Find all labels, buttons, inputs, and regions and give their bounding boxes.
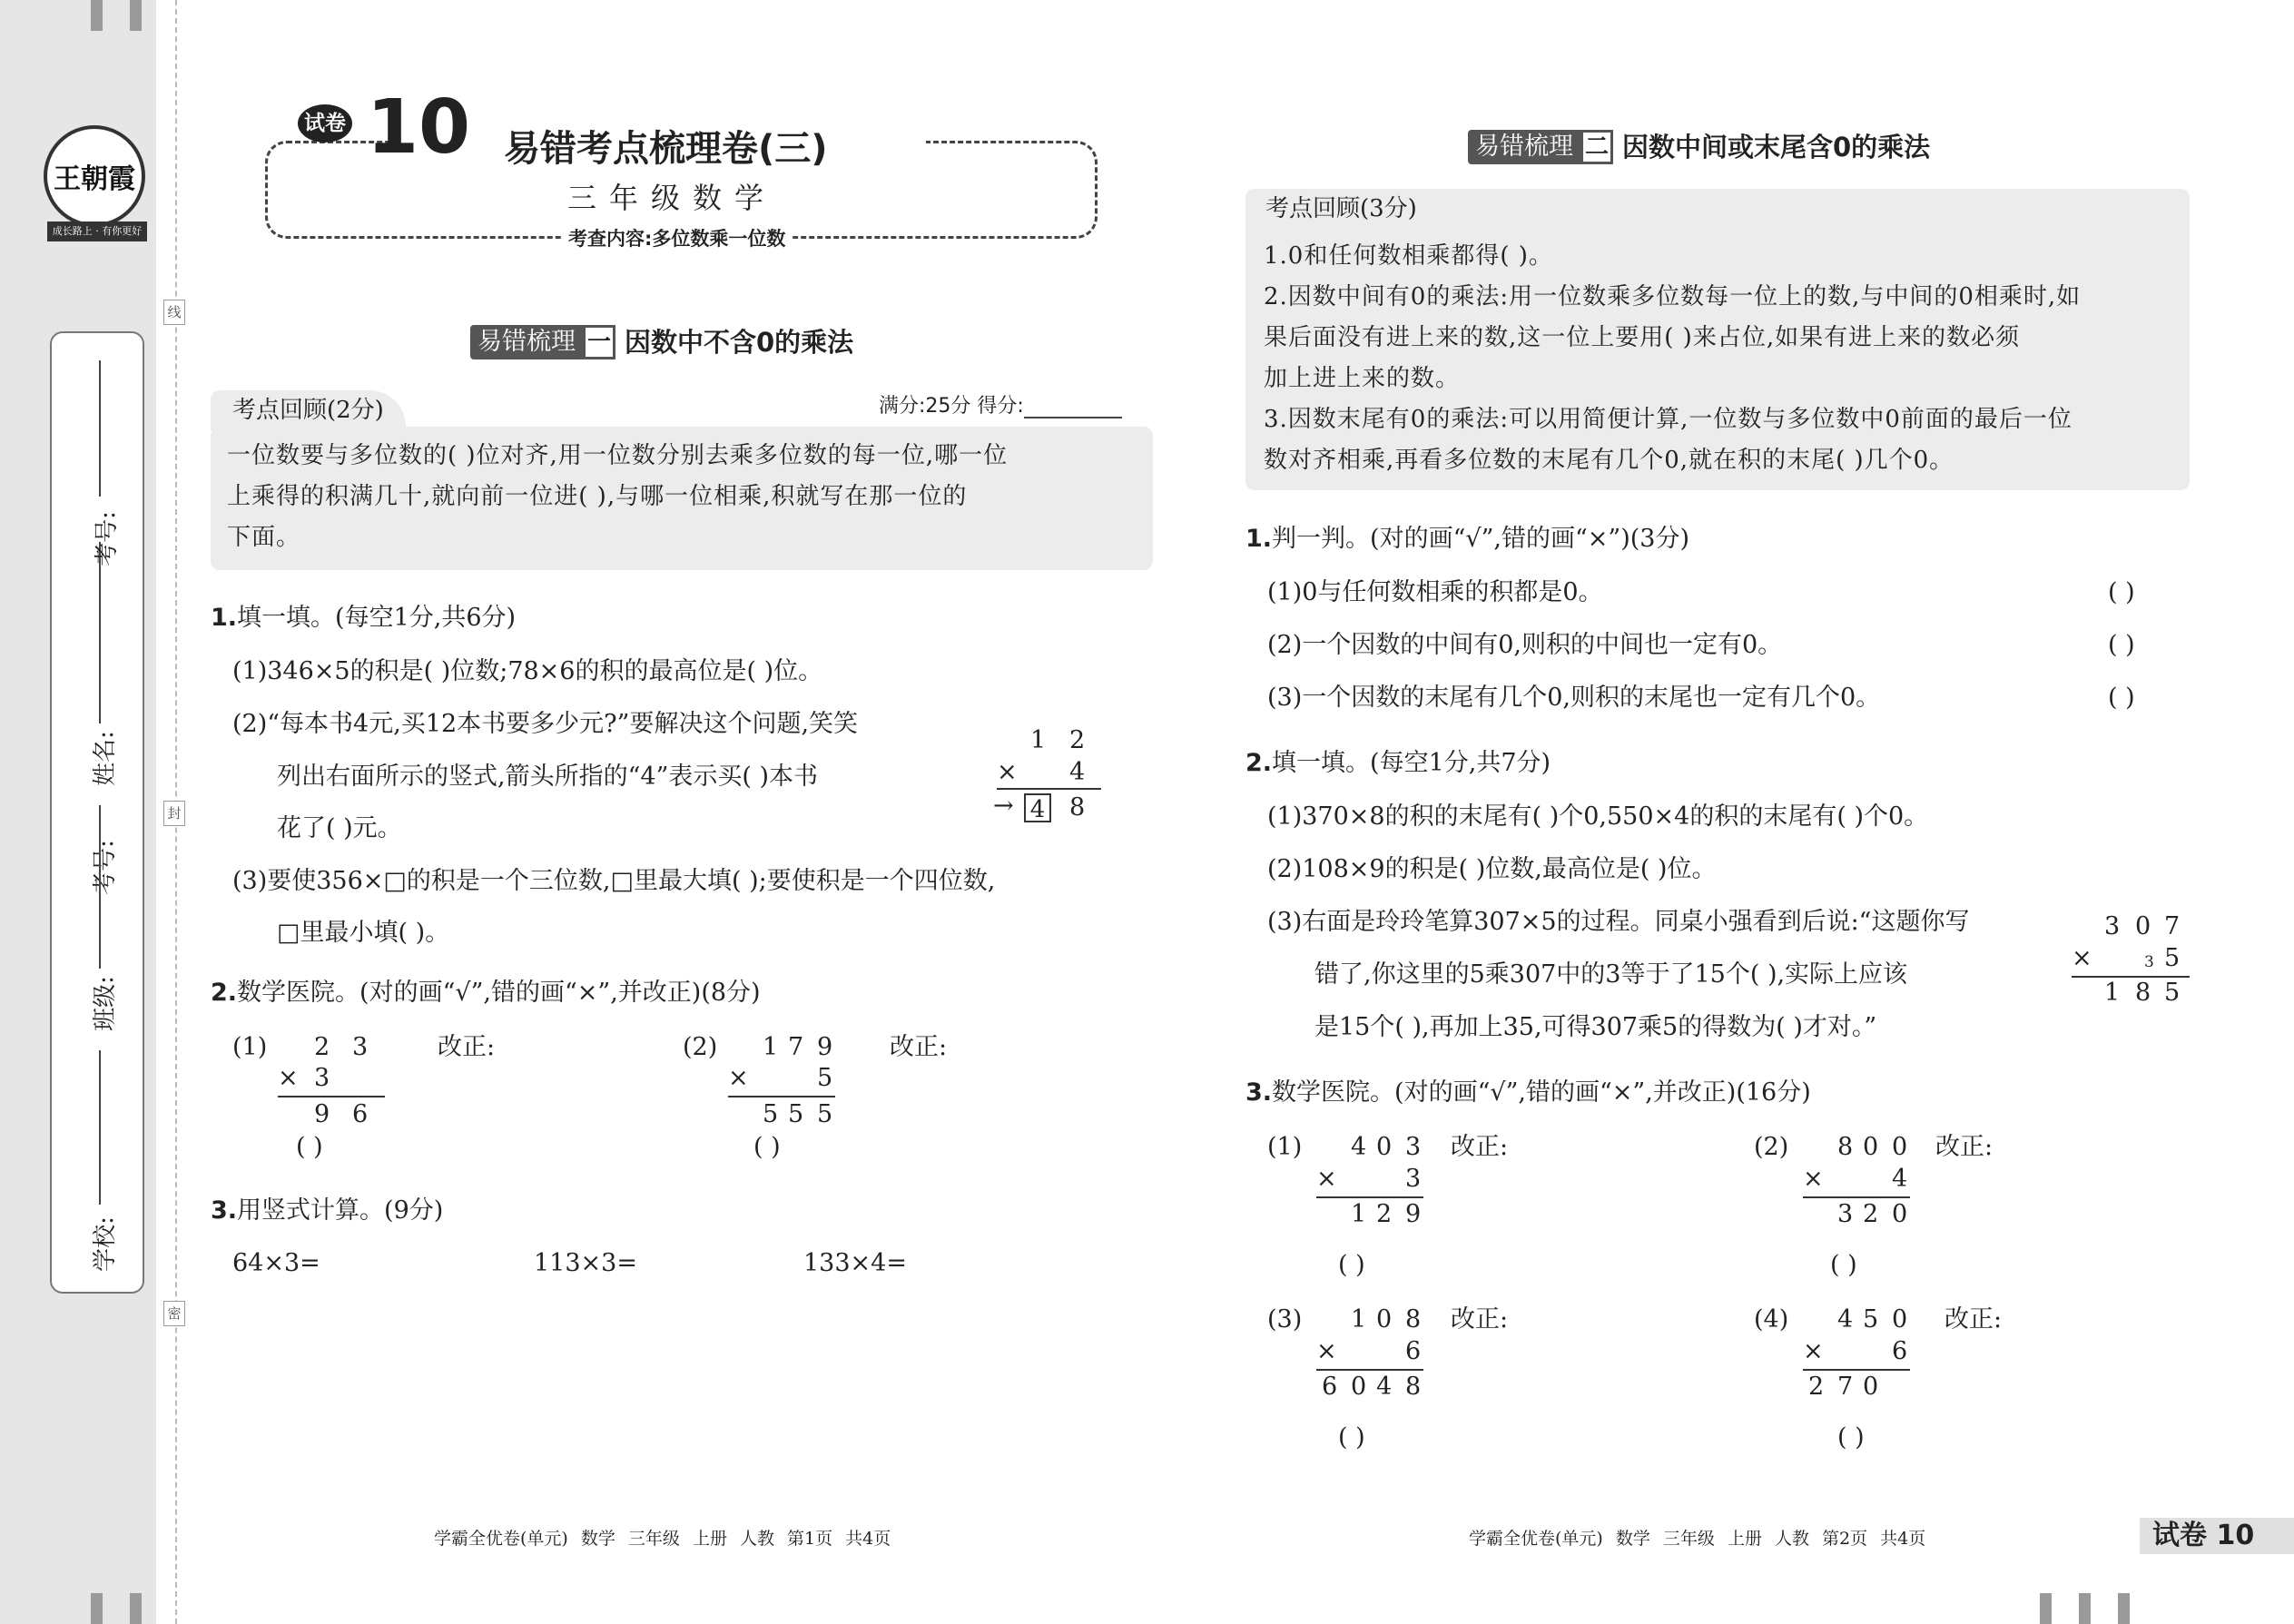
answer-paren[interactable]: ( ) [296,1133,323,1161]
calc-digit: 7 [2164,912,2181,940]
section-number: 一 [583,325,615,359]
calc-digit: 9 [817,1033,833,1061]
calc-rule [1316,1196,1423,1198]
calc-rule [997,788,1101,790]
section-title-1 [470,325,853,359]
question-3-title: 3.用竖式计算。(9分) [211,1196,444,1225]
calc-digit: 4 [1069,758,1086,786]
question-1-title: 1.填一填。(每空1分,共6分) [211,604,517,632]
review-line: 果后面没有进上来的数,这一位上要用( )来占位,如果有进上来的数必须 [1264,324,2021,351]
times-sign: × [1803,1337,1824,1365]
q-r2-item-3-cont: 错了,你这里的5乘307中的3等于了15个( ),实际上应该 [1314,960,1908,989]
calc-digit: 5 [2164,979,2181,1007]
calc-digit: 2 [314,1033,330,1061]
q-r3-item-2-label: (2) [1754,1133,1789,1161]
correction-label: 改正: [1451,1305,1509,1334]
exam-content: 考查内容:多位数乘一位数 [563,224,791,251]
review-box [211,427,1153,570]
calc-digit: 8 [1405,1305,1422,1334]
calc-digit: 2 [1376,1200,1393,1228]
calc-digit: 0 [1376,1305,1393,1334]
judge-item: (3)一个因数的末尾有几个0,则积的末尾也一定有几个0。 [1267,684,1881,712]
calc-digit: 8 [1405,1373,1422,1401]
calc-digit: 0 [1892,1200,1908,1228]
q2-item-2-label: (2) [683,1033,718,1061]
calc-digit: 3 [352,1033,369,1061]
calc-rule [2072,976,2190,978]
calc-digit: 3 [314,1064,330,1092]
paper-title: 易错考点梳理卷(三) [504,128,828,170]
class-field[interactable] [99,805,101,969]
times-sign: × [1803,1165,1824,1193]
calc-problem: 64×3= [232,1249,320,1277]
calc-digit: 0 [1892,1133,1908,1161]
q1-item-3: (3)要使356×□的积是一个三位数,□里最大填( );要使积是一个四位数, [232,867,996,895]
review-line: 3.因数末尾有0的乘法:可以用简便计算,一位数与多位数中0前面的最后一位 [1264,406,2072,433]
q1-item-2-cont: 列出右面所示的竖式,箭头所指的“4”表示买( )本书 [277,763,819,791]
student-id-label-vertical: 考号: [93,511,121,566]
calc-problem: 113×3= [534,1249,637,1277]
q1-item-1: (1)346×5的积是( )位数;78×6的积的最高位是( )位。 [232,657,823,685]
calc-digit: 5 [788,1100,804,1128]
calc-digit: 2 [1808,1373,1825,1401]
answer-paren[interactable]: ( ) [1830,1251,1857,1279]
correction-label: 改正: [890,1033,948,1061]
calc-digit: 3 [1837,1200,1854,1228]
section-badge: 易错梳理 [470,325,583,359]
q-r2-item-1: (1)370×8的积的末尾有( )个0,550×4的积的末尾有( )个0。 [1267,802,1929,831]
calc-digit: 7 [1837,1373,1854,1401]
page-footer-right: 学霸全优卷(单元) 数学 三年级 上册 人教 第2页 共4页 [1469,1529,1926,1549]
correction-label: 改正: [1935,1133,1994,1161]
calc-rule [1316,1369,1423,1371]
calc-rule [278,1096,385,1097]
edge-mark [2079,1593,2091,1624]
question-r1-title: 1.判一判。(对的画“√”,错的画“×”)(3分) [1245,525,1689,553]
boxed-digit: 4 [1024,793,1051,822]
calc-digit: 2 [1863,1200,1879,1228]
calc-digit: 8 [2135,979,2151,1007]
answer-paren[interactable]: ( ) [2108,578,2135,606]
calc-digit: 9 [1405,1200,1422,1228]
calc-digit: 4 [1892,1165,1908,1193]
answer-paren[interactable]: ( ) [1837,1423,1865,1452]
school-field[interactable] [99,1050,101,1205]
class-label: 班级: [91,976,119,1031]
answer-paren[interactable]: ( ) [1338,1251,1365,1279]
seal-mark-line: 线 [163,300,185,325]
q-r2-item-3: (3)右面是玲玲笔算307×5的过程。同桌小强看到后说:“这题你写 [1267,908,1970,936]
review-line: 2.因数中间有0的乘法:用一位数乘多位数每一位上的数,与中间的0相乘时,如 [1264,283,2082,310]
score-text: 满分:25分 得分: [879,395,1024,418]
calc-digit: 8 [1837,1133,1854,1161]
answer-paren[interactable]: ( ) [2108,631,2135,659]
calc-digit: 6 [1405,1337,1422,1365]
edge-mark [2118,1593,2130,1624]
q2-item-1-label: (1) [232,1033,268,1061]
review-box [1245,189,2190,490]
score-blank[interactable] [1024,397,1122,418]
q-r3-item-1-label: (1) [1267,1133,1303,1161]
calc-digit: 0 [2135,912,2151,940]
answer-paren[interactable]: ( ) [2108,684,2135,712]
brand-ribbon: 成长路上 · 有你更好 [47,221,147,241]
judge-item: (1)0与任何数相乘的积都是0。 [1267,578,1603,606]
section-text: 因数中间或末尾含0的乘法 [1622,132,1931,162]
test-number: 10 [367,84,471,171]
calc-digit: 6 [1892,1337,1908,1365]
review-line: 数对齐相乘,再看多位数的末尾有几个0,就在积的末尾( )几个0。 [1264,447,1954,474]
q-r3-item-4-label: (4) [1754,1305,1789,1334]
judge-item: (2)一个因数的中间有0,则积的中间也一定有0。 [1267,631,1783,659]
test-badge: 试卷 [298,104,352,143]
edge-mark [2040,1593,2052,1624]
question-2-title: 2.数学医院。(对的画“√”,错的画“×”,并改正)(8分) [211,979,761,1007]
review-tab: 考点回顾(2分) [211,390,406,430]
times-sign: × [278,1064,299,1092]
times-sign: × [1316,1337,1337,1365]
times-sign: × [1316,1165,1337,1193]
edge-mark [130,0,142,31]
times-sign: × [728,1064,749,1092]
q-r2-item-3-cont: 是15个( ),再加上35,可得307乘5的得数为( )才对。” [1314,1013,1877,1041]
review-tab: 考点回顾(3分) [1245,189,1439,229]
calc-digit: 3 [1405,1133,1422,1161]
calc-digit: 5 [817,1064,833,1092]
calc-digit: 2 [1069,726,1086,754]
score-line [879,390,1122,418]
question-r2-title: 2.填一填。(每空1分,共7分) [1245,749,1551,777]
calc-digit: 5 [817,1100,833,1128]
times-sign: × [997,758,1018,786]
calc-rule [1803,1196,1910,1198]
calc-digit: 5 [763,1100,779,1128]
section-badge: 易错梳理 [1468,130,1580,164]
review-line: 1.0和任何数相乘都得( )。 [1264,242,1553,270]
calc-digit: 1 [1351,1200,1367,1228]
brand-logo [44,125,145,227]
calc-digit: 3 [2104,912,2121,940]
student-info-box [50,331,144,1294]
calc-digit: 0 [1376,1133,1393,1161]
calc-digit: 7 [788,1033,804,1061]
calc-digit: 0 [1351,1373,1367,1401]
answer-paren[interactable]: ( ) [1338,1423,1365,1452]
calc-digit: 6 [1322,1373,1338,1401]
arrow-icon: → [993,792,1014,820]
calc-digit: 5 [1863,1305,1879,1334]
name-label: 姓名: [91,731,119,786]
calc-digit: 0 [1863,1373,1879,1401]
student-id-label: 考号: [91,840,119,895]
q-r3-item-3-label: (3) [1267,1305,1303,1334]
review-line: 上乘得的积满几十,就向前一位进( ),与哪一位相乘,积就写在那一位的 [227,483,968,510]
correction-label: 改正: [1944,1305,2003,1334]
calc-digit: 5 [2164,944,2181,972]
review-line: 加上进上来的数。 [1264,365,1461,392]
times-sign: × [2072,944,2092,972]
seal-mark-secret: 密 [163,1301,185,1326]
correction-label: 改正: [1451,1133,1509,1161]
calc-rule [728,1096,835,1097]
calc-digit: 4 [1837,1305,1854,1334]
correction-label: 改正: [438,1033,496,1061]
calc-digit: 1 [763,1033,779,1061]
page-footer-left: 学霸全优卷(单元) 数学 三年级 上册 人教 第1页 共4页 [434,1529,891,1549]
section-text: 因数中不含0的乘法 [625,327,854,358]
section-number: 二 [1580,130,1613,164]
carry-digit: 3 [2144,953,2154,971]
calc-digit: 4 [1351,1133,1367,1161]
q1-item-3-cont: □里最小填( )。 [277,919,450,947]
grade-subject: 三年级数学 [567,181,777,215]
calc-rule [1803,1369,1910,1371]
review-line: 一位数要与多位数的( )位对齐,用一位数分别去乘多位数的每一位,哪一位 [227,442,1009,469]
edge-mark [91,0,103,31]
name-field[interactable] [99,542,101,723]
calc-digit: 8 [1069,793,1086,822]
corner-test-tag: 试卷 10 [2140,1518,2294,1554]
section-title-2 [1468,130,1930,164]
calc-digit: 4 [1376,1373,1393,1401]
q-r2-item-2: (2)108×9的积是( )位数,最高位是( )位。 [1267,855,1717,883]
question-r3-title: 3.数学医院。(对的画“√”,错的画“×”,并改正)(16分) [1245,1078,1811,1107]
student-id-field[interactable] [99,360,101,497]
edge-mark [91,1593,103,1624]
seal-mark-seal: 封 [163,801,185,826]
school-label: 学校: [91,1216,119,1272]
calc-problem: 133×4= [803,1249,907,1277]
q1-item-2-cont: 花了( )元。 [277,814,402,842]
calc-digit: 1 [1351,1305,1367,1334]
calc-digit: 1 [2104,979,2121,1007]
calc-digit: 3 [1405,1165,1422,1193]
calc-digit: 0 [1863,1133,1879,1161]
calc-digit: 9 [314,1100,330,1128]
review-line: 下面。 [227,524,301,551]
edge-mark [130,1593,142,1624]
calc-digit: 0 [1892,1305,1908,1334]
calc-digit: 1 [1030,726,1047,754]
brand-logo-text: 王朝霞 [54,163,135,195]
q1-item-2: (2)“每本书4元,买12本书要多少元?”要解决这个问题,笑笑 [232,710,859,738]
answer-paren[interactable]: ( ) [753,1133,781,1161]
calc-digit: 6 [352,1100,369,1128]
